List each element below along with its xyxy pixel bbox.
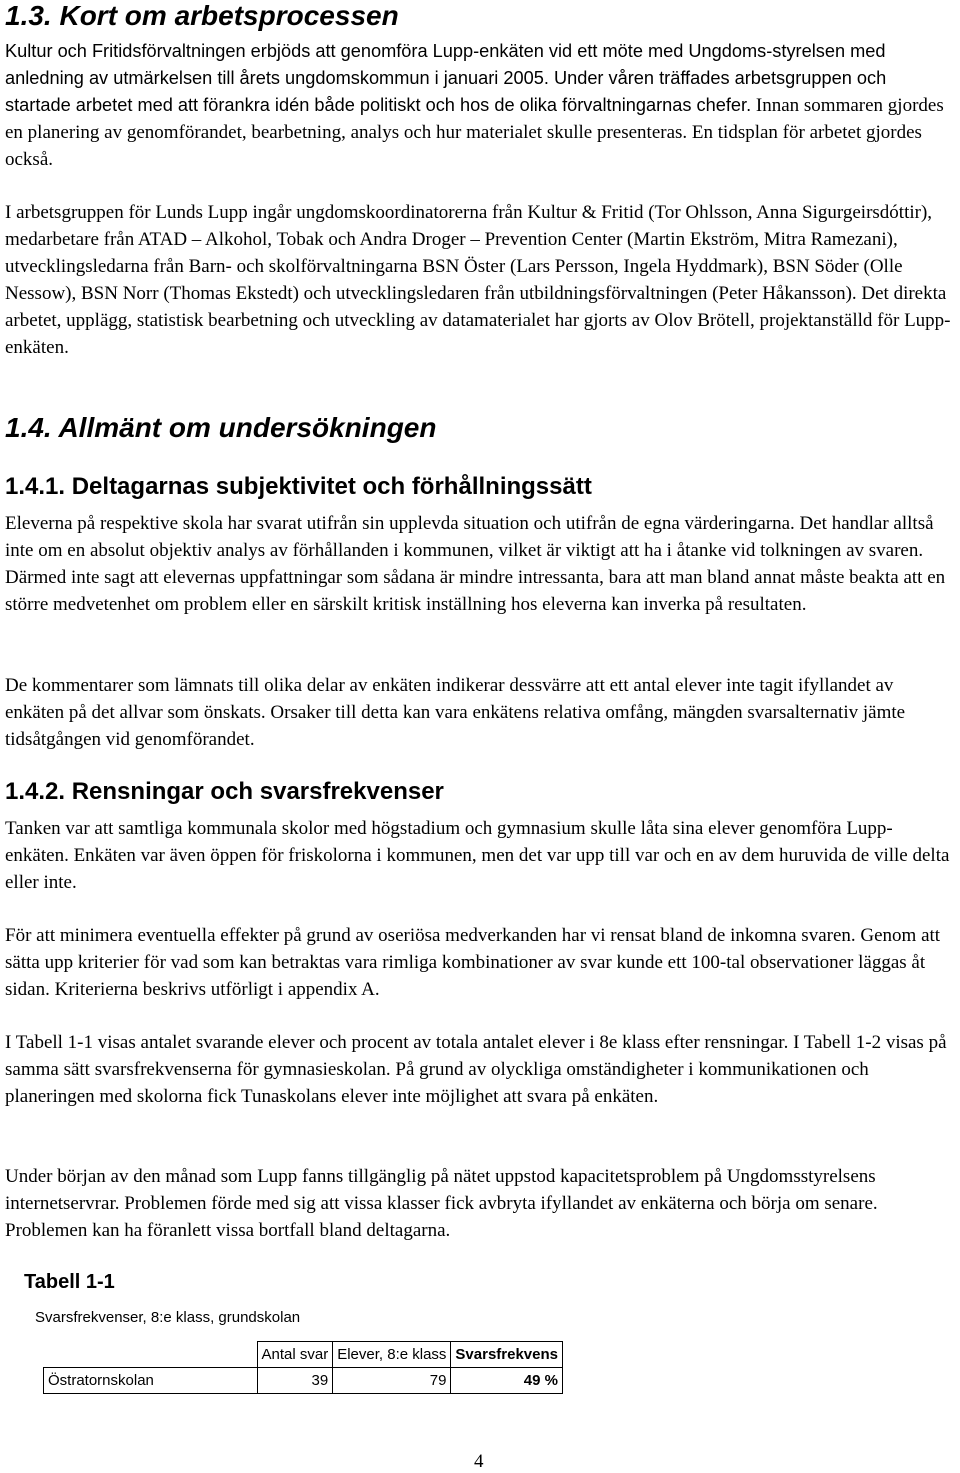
table-cell-antal-svar: 39 bbox=[257, 1368, 333, 1394]
response-rate-table bbox=[43, 1341, 563, 1394]
table-cell-svarsfrekvens: 49 % bbox=[451, 1368, 563, 1394]
table-header-row bbox=[44, 1342, 563, 1368]
table-row bbox=[44, 1368, 563, 1394]
paragraph-1-3-intro-sans: Kultur och Fritidsförvaltningen erbjöds att genomföra Lupp-enkäten vid ett möte med Ungdoms-styrelsen med anledning av utmärkelsen till årets ungdomskommun i januari 2005. Under våren träffades arbetsgruppen och startade arbetet med att förankra idén både politiskt och hos de olika förvaltningarnas chefer. bbox=[5, 41, 887, 115]
heading-1-4: 1.4. Allmänt om undersökningen bbox=[5, 412, 437, 443]
table-cell-elever: 79 bbox=[333, 1368, 451, 1394]
table-header-antal-svar: Antal svar bbox=[257, 1342, 333, 1368]
paragraph-1-4-2-d: Under början av den månad som Lupp fanns tillgänglig på nätet uppstod kapacitetsproblem på Ungdomsstyrelsens internetservrar. Problemen förde med sig att vissa klasser fick avbryta ifyllandet av enkäterna och börja om senare. Problemen kan ha föranlett vissa bortfall bland deltagarna. bbox=[5, 1166, 878, 1241]
paragraph-1-4-1-a: Eleverna på respektive skola har svarat utifrån sin upplevda situation och utifrån de egna värderingarna. Det handlar alltså inte om en absolut objektiv analys av förhållanden i kommunen, vilket är viktigt att ha i åtanke vid tolkningen av svaren. Därmed inte sagt att elevernas uppfattningar som sådana är mindre intressanta, bara att man bland annat måste beakta att en större medvetenhet om problem eller en särskilt kritisk inställning hos eleverna kan inverka på resultaten. bbox=[5, 513, 946, 615]
heading-1-4-2: 1.4.2. Rensningar och svarsfrekvenser bbox=[5, 778, 444, 805]
table-caption: Svarsfrekvenser, 8:e klass, grundskolan bbox=[35, 1309, 301, 1326]
page-number: 4 bbox=[474, 1451, 484, 1472]
paragraph-1-3-intro-serif: Innan sommaren gjordes en planering av genomförandet, bearbetning, analys och hur materialet skulle presenteras. En tidsplan för arbetet gjordes också. bbox=[5, 95, 944, 170]
paragraph-1-3-workgroup: I arbetsgruppen för Lunds Lupp ingår ungdomskoordinatorerna från Kultur & Fritid (Tor Ohlsson, Anna Sigurgeirsdóttir), medarbetare från ATAD – Alkohol, Tobak och Andra Droger – Prevention Center (Martin Ekström, Mitra Ramezani), utvecklingsledarna från Barn- och skolförvaltningarna BSN Öster (Lars Persson, Ingela Hyddmark), BSN Söder (Olle Nessow), BSN Norr (Thomas Ekstedt) och utvecklingsledaren från utbildningsförvaltningen (Peter Håkansson). Det direkta arbetet, upplägg, statistisk bearbetning och utveckling av datamaterialet har gjorts av Olov Brötell, projektanställd för Lupp-enkäten. bbox=[5, 202, 951, 358]
heading-1-3: 1.3. Kort om arbetsprocessen bbox=[5, 0, 399, 31]
paragraph-1-4-1-b: De kommentarer som lämnats till olika delar av enkäten indikerar dessvärre att ett antal elever inte tagit ifyllandet av enkäten på det allvar som önskats. Orsaker till detta kan vara enkätens relativa omfång, mängden svarsalternativ jämte tidsåtgången vid genomförandet. bbox=[5, 675, 906, 750]
paragraph-1-4-2-c: I Tabell 1-1 visas antalet svarande elever och procent av totala antalet elever i 8e klass efter rensningar. I Tabell 1-2 visas på samma sätt svarsfrekvenserna för gymnasieskolan. På grund av olyckliga omständigheter i kommunikationen och planeringen med skolorna fick Tunaskolans elever inte möjlighet att svara på enkäten. bbox=[5, 1032, 947, 1107]
table-header-elever: Elever, 8:e klass bbox=[333, 1342, 451, 1368]
heading-1-4-1: 1.4.1. Deltagarnas subjektivitet och förhållningssätt bbox=[5, 473, 592, 500]
paragraph-1-3-intro bbox=[5, 38, 955, 173]
table-header-svarsfrekvens: Svarsfrekvens bbox=[451, 1342, 563, 1368]
table-cell-school: Östratornskolan bbox=[44, 1368, 258, 1394]
table-corner-cell bbox=[44, 1342, 258, 1368]
table-title: Tabell 1-1 bbox=[24, 1271, 115, 1293]
paragraph-1-4-2-b: För att minimera eventuella effekter på grund av oseriösa medverkanden har vi rensat bland de inkomna svaren. Genom att sätta upp kriterier för vad som kan betraktas vara rimliga kombinationer av svar kunde ett 100-tal observationer läggas åt sidan. Kriterierna beskrivs utförligt i appendix A. bbox=[5, 925, 941, 1000]
paragraph-1-4-2-a: Tanken var att samtliga kommunala skolor med högstadium och gymnasium skulle låta sina elever genomföra Lupp-enkäten. Enkäten var även öppen för friskolorna i kommunen, men det var upp till var och en av dem huruvida de ville delta eller inte. bbox=[5, 818, 950, 893]
